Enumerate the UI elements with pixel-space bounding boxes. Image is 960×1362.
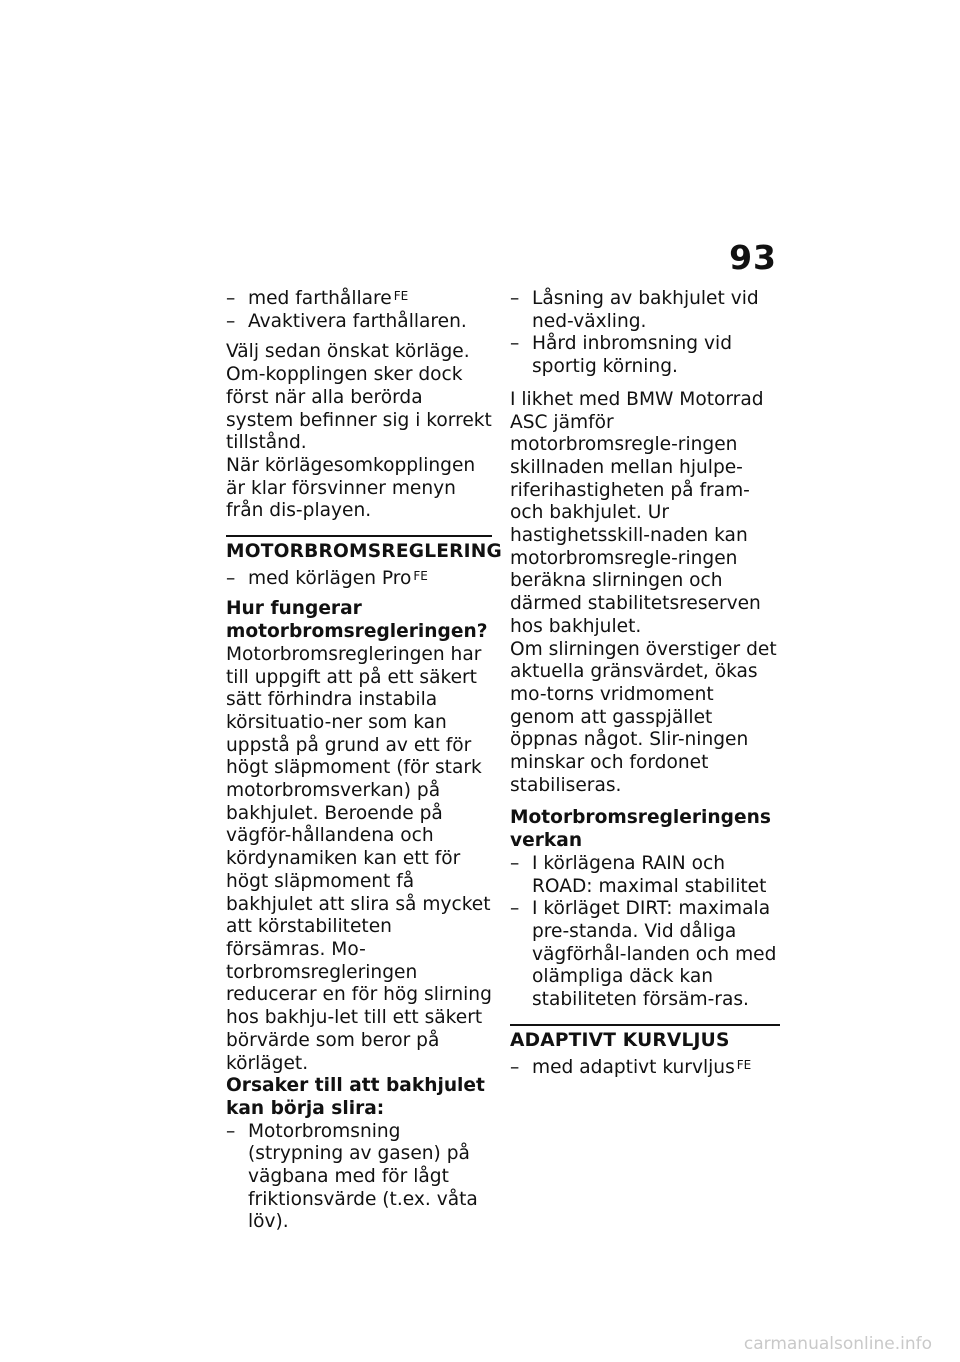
section-divider	[510, 1024, 780, 1053]
right-column	[510, 288, 780, 1079]
list-item-text: Avaktivera farthållaren.	[248, 310, 467, 332]
subheading: Orsaker till att bakhjulet kan börja slira:	[226, 1075, 485, 1119]
watermark: carmanualsonline.info	[743, 1334, 932, 1354]
paragraph: Om slirningen överstiger det aktuella gränsvärdet, ökas mo-torns vridmoment genom att gasspjället öppnas något. Slir-ningen minskar och fordonet stabiliseras.	[510, 638, 777, 796]
list-item	[510, 333, 780, 378]
list-item-text: med körlägen Pro	[248, 567, 412, 589]
subheading: Hur fungerar motorbromsregleringen?	[226, 598, 488, 643]
paragraph: När körlägesomkopplingen är klar försvinner menyn från dis-playen.	[226, 454, 476, 522]
subheading: Motorbromsregleringens verkan	[510, 807, 771, 852]
section-title: MOTORBROMSREGLERING	[226, 541, 502, 563]
paragraph: I likhet med BMW Motorrad ASC jämför motorbromsregle-ringen skillnaden mellan hjulpe-riferihastigheten på fram- och bakhjulet. Ur hastighetsskill-naden kan motorbromsregle-ringen beräkna slirningen och därmed stabilitetsreserven hos bakhjulet.	[510, 388, 764, 637]
list-item	[510, 853, 780, 898]
dash-bullet: –	[226, 288, 236, 309]
dash-bullet: –	[226, 567, 236, 589]
dash-bullet: –	[510, 333, 520, 355]
list-item-text: I körlägena RAIN och ROAD: maximal stabilitet	[532, 852, 767, 897]
section-divider	[226, 535, 502, 564]
list-item	[510, 898, 780, 1012]
fe-superscript: FE	[393, 289, 409, 303]
list-item-text: Låsning av bakhjulet vid ned-växling.	[532, 288, 759, 332]
paragraph: Motorbromsregleringen har till uppgift att på ett säkert sätt förhindra instabila körsituatio-ner som kan uppstå på grund av ett för högt släpmoment (för stark motorbromsverkan) på bakhjulet. Beroende på vägför-hållandena och kördynamiken kan ett för högt släpmoment få bakhjulet att slira så mycket att körstabiliteten försämras. Mo-torbromsregleringen reducerar en för hög slirning hos bakhju-let till ett säkert börvärde som beror på körläget.	[226, 643, 492, 1074]
list-item	[226, 568, 492, 591]
dash-bullet: –	[510, 852, 520, 874]
list-item-text: Motorbromsning (strypning av gasen) på vägbana med för lågt friktionsvärde (t.ex. våta löv).	[248, 1120, 478, 1233]
page-number: 93	[729, 238, 777, 277]
dash-bullet: –	[510, 898, 520, 920]
dash-bullet: –	[226, 1120, 236, 1142]
list-item	[226, 288, 492, 311]
list-item-text: med farthållare	[248, 288, 392, 309]
list-item-text: Hård inbromsning vid sportig körning.	[532, 333, 732, 378]
dash-bullet: –	[510, 288, 520, 309]
left-column	[226, 288, 502, 1234]
section-title: ADAPTIVT KURVLJUS	[510, 1029, 730, 1051]
list-item-text: med adaptivt kurvljus	[532, 1056, 735, 1078]
dash-bullet: –	[226, 310, 236, 332]
paragraph: Välj sedan önskat körläge. Om-kopplingen sker dock först när alla berörda system befinner sig i korrekt tillstånd.	[226, 341, 492, 454]
list-item	[510, 1057, 780, 1080]
list-item	[226, 1121, 492, 1235]
list-item	[226, 311, 492, 334]
fe-superscript: FE	[736, 1057, 752, 1072]
list-item	[510, 288, 780, 333]
dash-bullet: –	[510, 1056, 520, 1078]
list-item-text: I körläget DIRT: maximala pre-standa. Vid dåliga vägförhål-landen och med olämpliga däck kan stabiliteten försäm-ras.	[532, 898, 777, 1011]
fe-superscript: FE	[413, 568, 428, 583]
